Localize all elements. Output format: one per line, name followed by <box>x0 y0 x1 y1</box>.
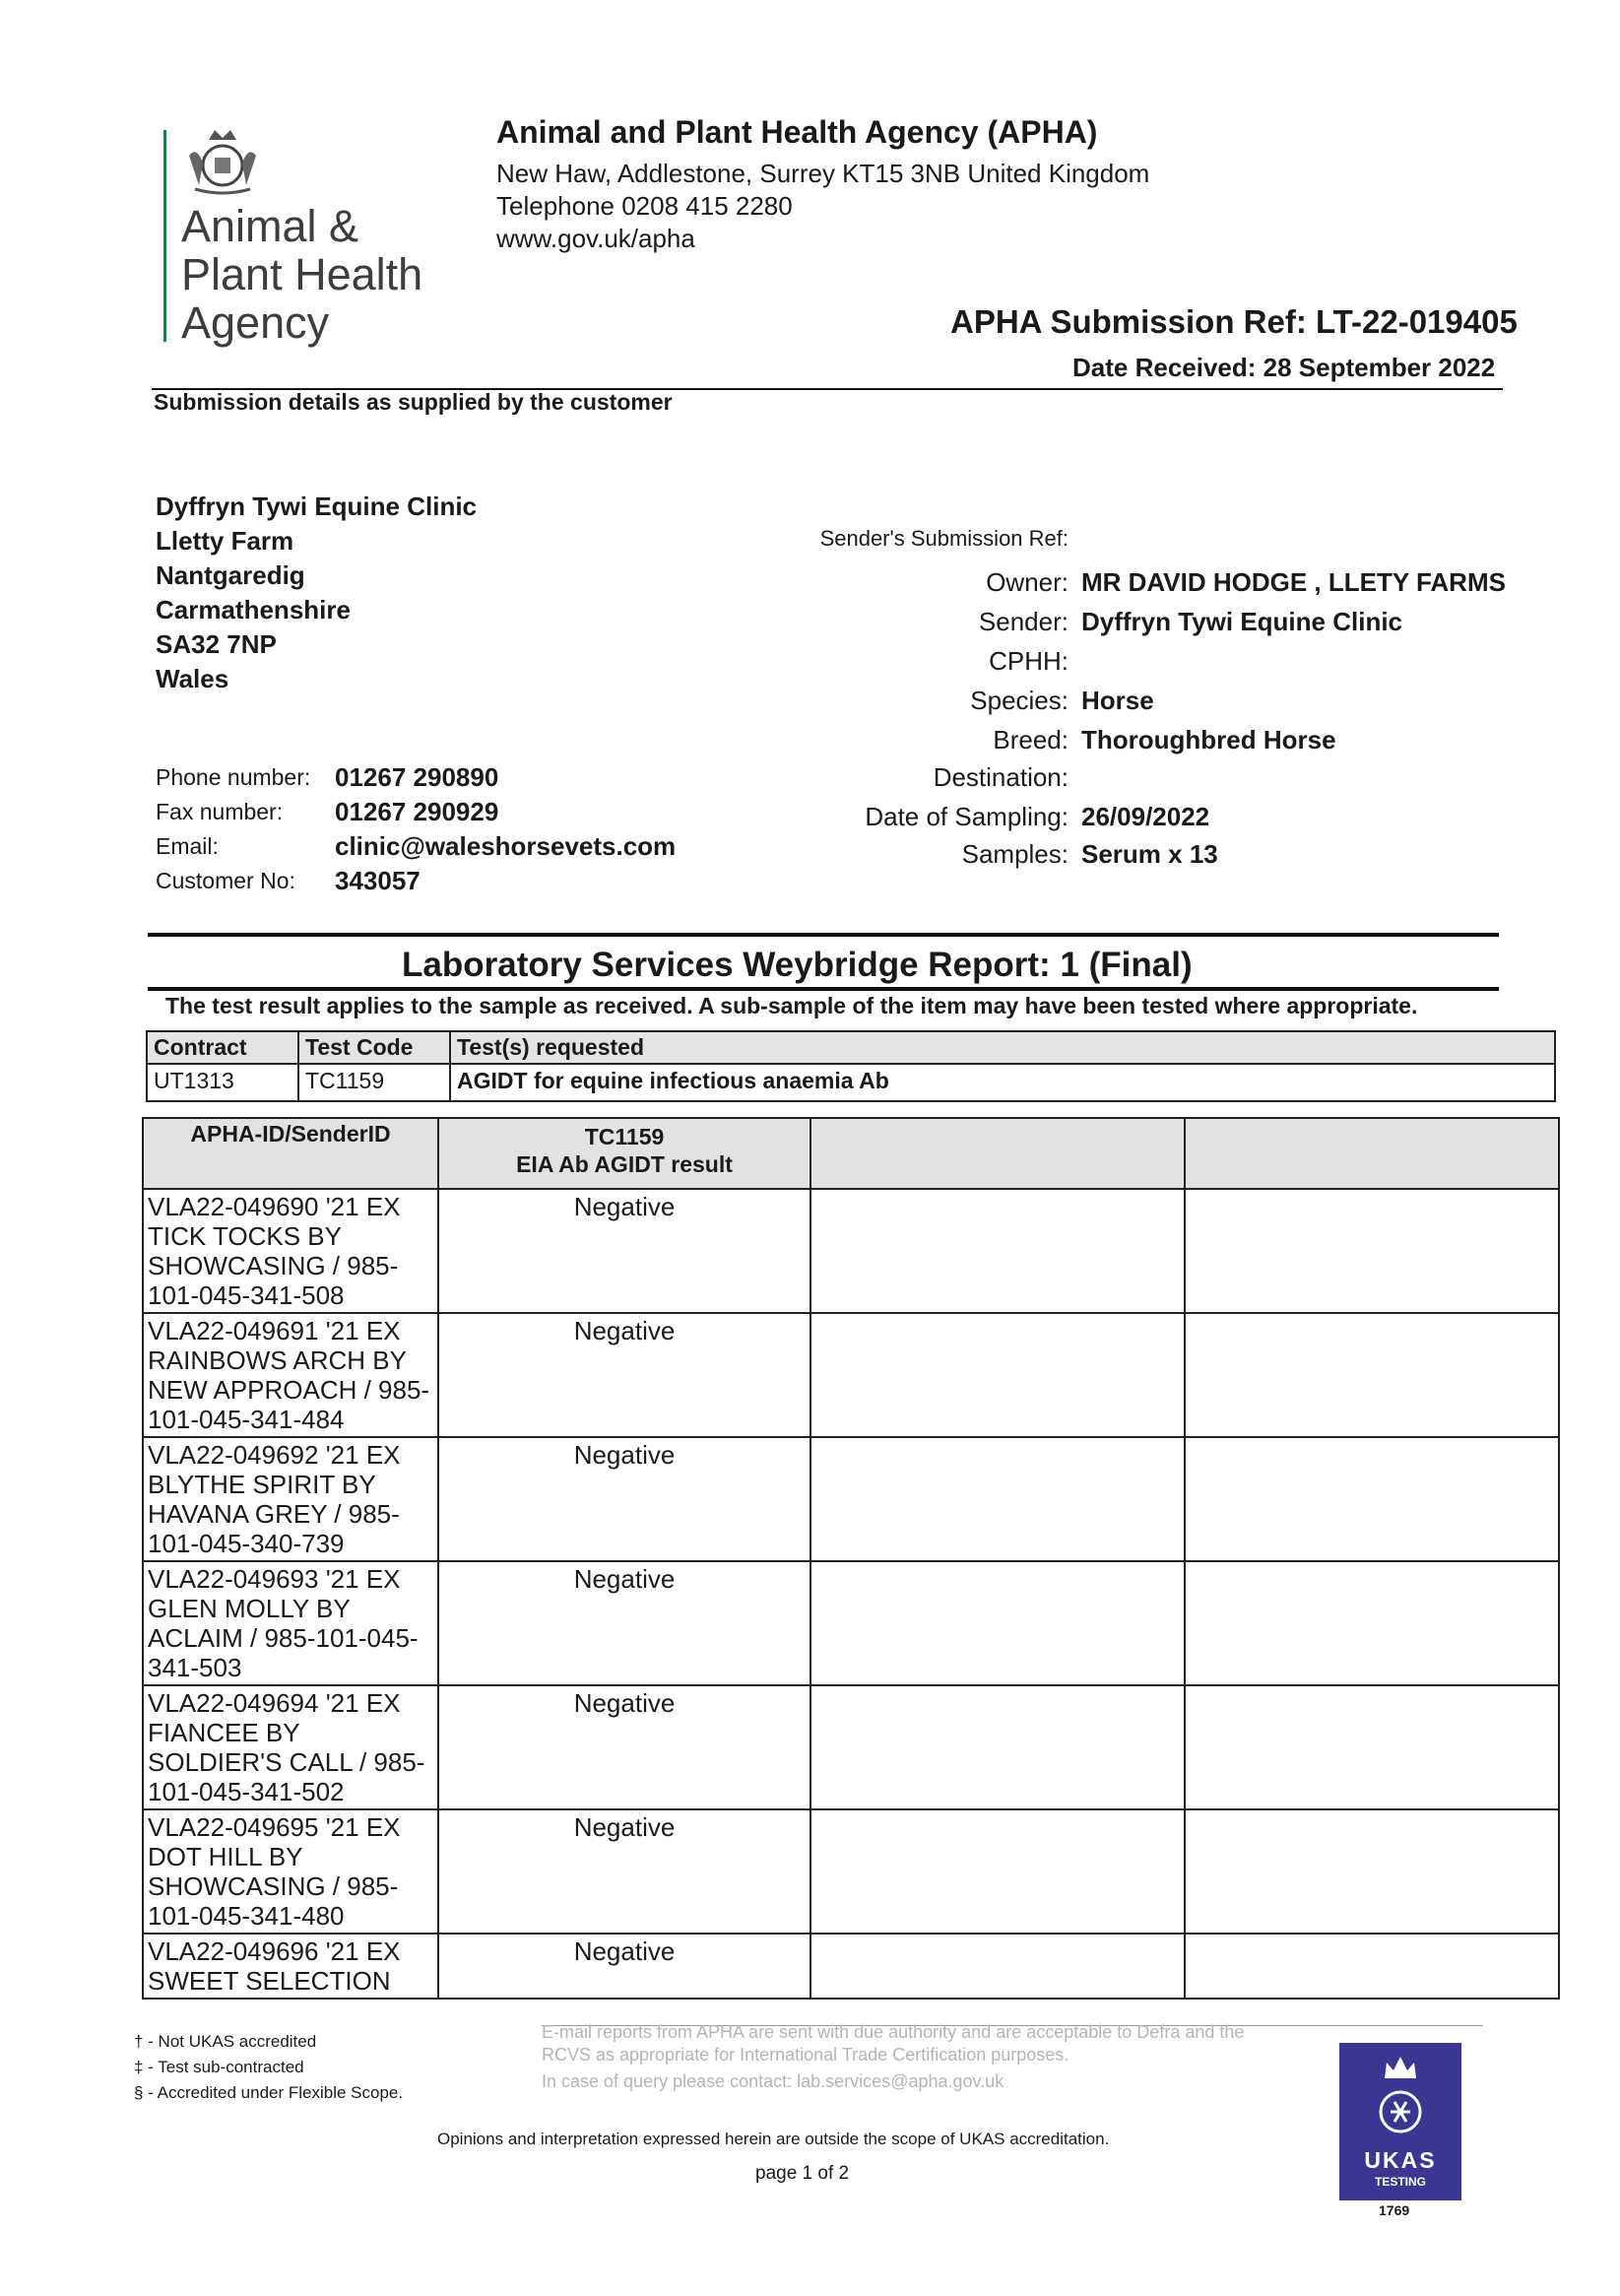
results-table <box>142 1117 1560 2000</box>
legend-item: § - Accredited under Flexible Scope. <box>134 2083 404 2102</box>
empty-column-header <box>810 1118 1185 1189</box>
table-row <box>143 1685 1559 1809</box>
address-line: Carmathenshire <box>156 595 351 624</box>
sample-result: Negative <box>438 1685 810 1809</box>
logo-line: Animal & <box>181 201 359 251</box>
logo-line: Plant Health <box>181 249 423 299</box>
empty-cell <box>1185 1437 1559 1561</box>
column-header: Test(s) requested <box>450 1031 1555 1064</box>
contact-value: 01267 290929 <box>335 797 499 826</box>
detail-value: Serum x 13 <box>1081 839 1218 869</box>
contact-value: 343057 <box>335 866 421 895</box>
empty-cell <box>810 1189 1185 1313</box>
org-name: Animal and Plant Health Agency (APHA) <box>496 114 1098 150</box>
empty-cell <box>810 1685 1185 1809</box>
agency-logo-text <box>181 202 422 347</box>
ukas-emblem-icon <box>1377 2088 1424 2135</box>
ukas-badge <box>1339 2043 1461 2200</box>
table-row <box>143 1934 1559 1999</box>
query-note[interactable]: In case of query please contact: lab.services@apha.gov.uk <box>542 2071 1004 2091</box>
sample-id: VLA22-049695 '21 EX DOT HILL BY SHOWCASING / 985-101-045-341-480 <box>143 1809 438 1934</box>
page-number: page 1 of 2 <box>755 2163 850 2184</box>
column-header: Test Code <box>298 1031 450 1064</box>
tests-requested-table <box>146 1030 1556 1102</box>
detail-label: Owner: <box>986 567 1069 597</box>
contact-row <box>156 829 676 864</box>
customer-contacts <box>156 760 676 898</box>
legend-item: † - Not UKAS accredited <box>134 2032 317 2051</box>
submission-caption: Submission details as supplied by the customer <box>154 389 673 415</box>
detail-label: Samples: <box>961 839 1069 869</box>
address-line: Nantgaredig <box>156 560 305 590</box>
empty-cell <box>810 1313 1185 1437</box>
detail-value: Horse <box>1081 686 1154 715</box>
ukas-sublabel: TESTING <box>1374 2175 1426 2189</box>
sample-id: VLA22-049696 '21 EX SWEET SELECTION <box>143 1934 438 1999</box>
sample-result: Negative <box>438 1313 810 1437</box>
contact-row <box>156 864 676 898</box>
detail-label: Sender's Submission Ref: <box>819 526 1069 551</box>
detail-value: Thoroughbred Horse <box>1081 725 1336 754</box>
address-line: Lletty Farm <box>156 526 294 556</box>
table-cell: UT1313 <box>147 1064 298 1101</box>
org-address: New Haw, Addlestone, Surrey KT15 3NB United Kingdom <box>496 159 1150 188</box>
logo-bar <box>163 130 166 342</box>
empty-cell <box>810 1437 1185 1561</box>
column-header: Contract <box>147 1031 298 1064</box>
table-row <box>147 1064 1555 1101</box>
id-header-text: APHA-ID/SenderID <box>190 1121 391 1147</box>
table-row <box>143 1189 1559 1313</box>
report-title: Laboratory Services Weybridge Report: 1 (Final) <box>402 946 1193 984</box>
footer-email-note <box>542 2021 1270 2093</box>
contact-row <box>156 760 676 795</box>
detail-value: 26/09/2022 <box>1081 802 1210 831</box>
id-column-header <box>143 1118 438 1189</box>
empty-cell <box>1185 1189 1559 1313</box>
org-address-block <box>496 158 1149 255</box>
ukas-label: UKAS <box>1364 2147 1437 2173</box>
detail-label: Species: <box>970 686 1069 715</box>
sample-result: Negative <box>438 1561 810 1685</box>
sample-id: VLA22-049690 '21 EX TICK TOCKS BY SHOWCASING / 985-101-045-341-508 <box>143 1189 438 1313</box>
table-row <box>143 1561 1559 1685</box>
org-website[interactable]: www.gov.uk/apha <box>496 224 695 253</box>
address-line: SA32 7NP <box>156 629 277 659</box>
table-row <box>143 1437 1559 1561</box>
title-top-rule <box>148 933 1499 937</box>
table-row <box>143 1809 1559 1934</box>
org-telephone: Telephone 0208 415 2280 <box>496 191 793 221</box>
ukas-scope-note: Opinions and interpretation expressed herein are outside the scope of UKAS accreditation. <box>437 2130 1110 2148</box>
empty-cell <box>1185 1561 1559 1685</box>
contact-label: Customer No: <box>156 868 295 893</box>
table-cell: AGIDT for equine infectious anaemia Ab <box>450 1064 1555 1101</box>
sample-id: VLA22-049694 '21 EX FIANCEE BY SOLDIER'S CALL / 985-101-045-341-502 <box>143 1685 438 1809</box>
table-cell: TC1159 <box>298 1064 450 1101</box>
detail-label: Date of Sampling: <box>865 802 1069 831</box>
sample-result: Negative <box>438 1189 810 1313</box>
empty-cell <box>1185 1809 1559 1934</box>
logo-line: Agency <box>181 297 330 348</box>
report-disclaimer: The test result applies to the sample as received. A sub-sample of the item may have been tested where appropriate. <box>165 993 1418 1018</box>
address-line: Dyffryn Tywi Equine Clinic <box>156 492 478 521</box>
title-bottom-rule <box>148 987 1499 991</box>
detail-label: Breed: <box>993 725 1069 754</box>
sample-result: Negative <box>438 1437 810 1561</box>
detail-label: Sender: <box>978 607 1069 636</box>
empty-column-header <box>1185 1118 1559 1189</box>
empty-cell <box>810 1561 1185 1685</box>
detail-label: Destination: <box>933 762 1069 792</box>
address-line: Wales <box>156 664 229 693</box>
detail-value: Dyffryn Tywi Equine Clinic <box>1081 607 1403 636</box>
crown-icon <box>1381 2053 1420 2082</box>
ukas-number: 1769 <box>1379 2202 1410 2218</box>
contact-row <box>156 795 676 829</box>
sample-id: VLA22-049693 '21 EX GLEN MOLLY BY ACLAIM / 985-101-045-341-503 <box>143 1561 438 1685</box>
footer-legend <box>134 2029 403 2106</box>
detail-label: CPHH: <box>989 646 1069 676</box>
contact-value[interactable]: clinic@waleshorsevets.com <box>335 831 677 861</box>
contact-value: 01267 290890 <box>335 762 499 792</box>
contact-label: Email: <box>156 833 219 859</box>
test-code-header: TC1159 <box>584 1124 665 1149</box>
detail-row <box>0 524 1620 563</box>
result-column-header <box>438 1118 810 1189</box>
empty-cell <box>1185 1685 1559 1809</box>
test-name-header: EIA Ab AGIDT result <box>516 1151 733 1177</box>
customer-address <box>156 490 477 696</box>
sample-id: VLA22-049691 '21 EX RAINBOWS ARCH BY NEW APPROACH / 985-101-045-341-484 <box>143 1313 438 1437</box>
detail-value: MR DAVID HODGE , LLETY FARMS <box>1081 567 1506 597</box>
empty-cell <box>1185 1934 1559 1999</box>
empty-cell <box>810 1934 1185 1999</box>
empty-cell <box>810 1809 1185 1934</box>
table-header-row <box>143 1118 1559 1189</box>
sample-result: Negative <box>438 1934 810 1999</box>
empty-cell <box>1185 1313 1559 1437</box>
royal-crest-icon <box>179 126 266 197</box>
email-note: E-mail reports from APHA are sent with due authority and are acceptable to Defra and the RCVS as appropriate for International Trade Certification purposes. <box>542 2022 1245 2065</box>
table-header-row <box>147 1031 1555 1064</box>
table-row <box>143 1313 1559 1437</box>
legend-item: ‡ - Test sub-contracted <box>134 2058 304 2076</box>
contact-label: Fax number: <box>156 799 284 824</box>
date-received: Date Received: 28 September 2022 <box>1072 353 1496 382</box>
contact-label: Phone number: <box>156 764 311 790</box>
sample-result: Negative <box>438 1809 810 1934</box>
submission-ref: APHA Submission Ref: LT-22-019405 <box>950 303 1518 340</box>
sample-id: VLA22-049692 '21 EX BLYTHE SPIRIT BY HAVANA GREY / 985-101-045-340-739 <box>143 1437 438 1561</box>
